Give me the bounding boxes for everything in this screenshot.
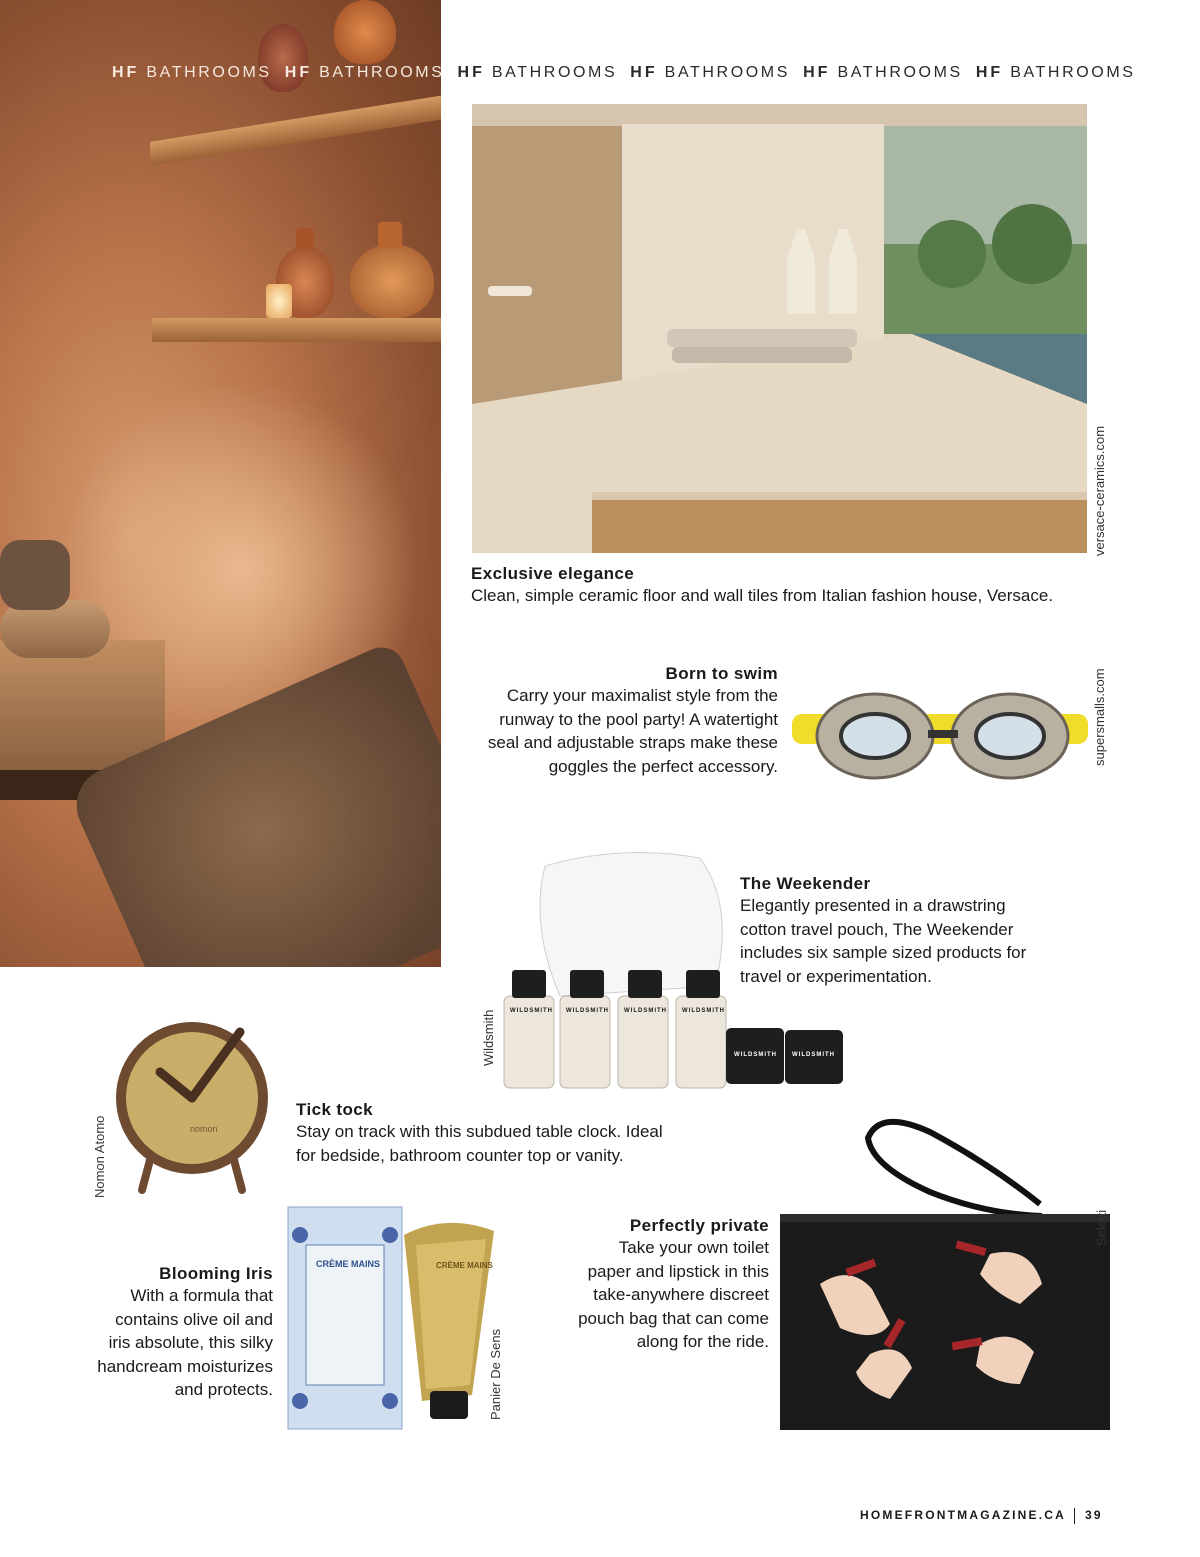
jar-label: WILDSMITH (734, 1052, 777, 1058)
weekender-line: travel or experimentation. (740, 966, 932, 986)
private-caption (540, 1216, 769, 1354)
site-url: HOMEFRONTMAGAZINE.CA (860, 1508, 1066, 1523)
clock-logo: nomon (190, 1124, 218, 1134)
pouch-image (780, 1114, 1110, 1430)
vase-neck (296, 228, 314, 250)
banner-unit: HF BATHROOMS (630, 64, 791, 81)
candle (266, 284, 292, 318)
private-line: along for the ride. (636, 1332, 769, 1351)
jar-label: WILDSMITH (792, 1052, 835, 1058)
banner-unit: HF BATHROOMS (457, 64, 618, 81)
vase-neck (378, 222, 402, 248)
weekender-line: Elegantly presented in a drawstring (740, 896, 1006, 915)
swim-title: Born to swim (665, 664, 778, 683)
clock-image (112, 1010, 272, 1200)
swim-line: goggles the perfect accessory. (548, 756, 778, 776)
upper-shelf (150, 94, 441, 166)
versace-credit: versace-ceramics.com (1092, 425, 1107, 556)
weekender-line: cotton travel pouch, The Weekender (740, 919, 1014, 939)
exclusive-title: Exclusive elegance (471, 564, 635, 583)
goggles-image (790, 680, 1090, 790)
exclusive-body: Clean, simple ceramic floor and wall tiles from Italian fashion house, Versace. (471, 586, 1054, 605)
iris-line: With a formula that (130, 1286, 273, 1305)
private-title: Perfectly private (629, 1216, 769, 1235)
banner-unit: HF BATHROOMS (803, 64, 963, 81)
section-banner (112, 64, 1136, 82)
spa-photo (0, 0, 441, 967)
swim-line: Carry your maximalist style from the (506, 686, 778, 705)
footer-divider (1074, 1508, 1075, 1524)
vase (334, 0, 396, 64)
clock-line: for bedside, bathroom counter top or vanity. (296, 1145, 624, 1165)
iris-line: handcream moisturizes (97, 1356, 273, 1376)
iris-line: contains olive oil and (115, 1309, 273, 1329)
spa-pool-illustration (472, 104, 1087, 553)
bottle-label: WILDSMITH (624, 1008, 667, 1014)
weekender-caption (740, 874, 1120, 988)
weekender-title: The Weekender (740, 874, 871, 893)
swim-line: runway to the pool party! A watertight (499, 709, 778, 729)
private-line: take-anywhere discreet (593, 1285, 769, 1304)
banner-unit: HF BATHROOMS (284, 64, 445, 81)
bottle-label: WILDSMITH (510, 1008, 553, 1014)
clock-title: Tick tock (296, 1100, 373, 1119)
banner-unit: HF BATHROOMS (975, 64, 1136, 81)
iris-line: iris absolute, this silky (108, 1333, 273, 1352)
swim-caption (460, 664, 778, 778)
nomon-credit: Nomon Atomo (92, 1115, 107, 1198)
banner-unit: HF BATHROOMS (112, 64, 272, 81)
clock-line: Stay on track with this subdued table clock. Ideal (296, 1122, 663, 1141)
seletti-credit: Seletti (1094, 1209, 1109, 1246)
private-line: paper and lipstick in this (587, 1261, 769, 1281)
swim-line: seal and adjustable straps make these (487, 733, 778, 752)
panier-credit: Panier De Sens (488, 1328, 503, 1420)
lower-shelf (152, 318, 441, 342)
vase (350, 244, 434, 318)
bottle-label: WILDSMITH (566, 1008, 609, 1014)
package-text: CRÈME MAINS (316, 1259, 381, 1269)
tube-text: CRÈME MAINS (436, 1261, 493, 1270)
clock-caption (296, 1100, 716, 1167)
private-line: Take your own toilet (618, 1238, 769, 1257)
page-footer (860, 1508, 1114, 1524)
wildsmith-credit: Wildsmith (481, 1009, 496, 1066)
iris-line: and protects. (174, 1380, 273, 1399)
private-line: pouch bag that can come (578, 1308, 769, 1328)
weekender-line: includes six sample sized products for (740, 943, 1027, 962)
iris-title: Blooming Iris (159, 1264, 273, 1283)
versace-bathroom-photo (472, 104, 1087, 553)
exclusive-caption (471, 564, 1111, 608)
iris-caption (60, 1264, 273, 1402)
massage-bed (0, 640, 165, 770)
bottle-label: WILDSMITH (682, 1008, 725, 1014)
page-number: 39 (1085, 1508, 1103, 1523)
supersmalls-credit: supersmalls.com (1092, 668, 1107, 766)
handcream-image (286, 1205, 502, 1435)
